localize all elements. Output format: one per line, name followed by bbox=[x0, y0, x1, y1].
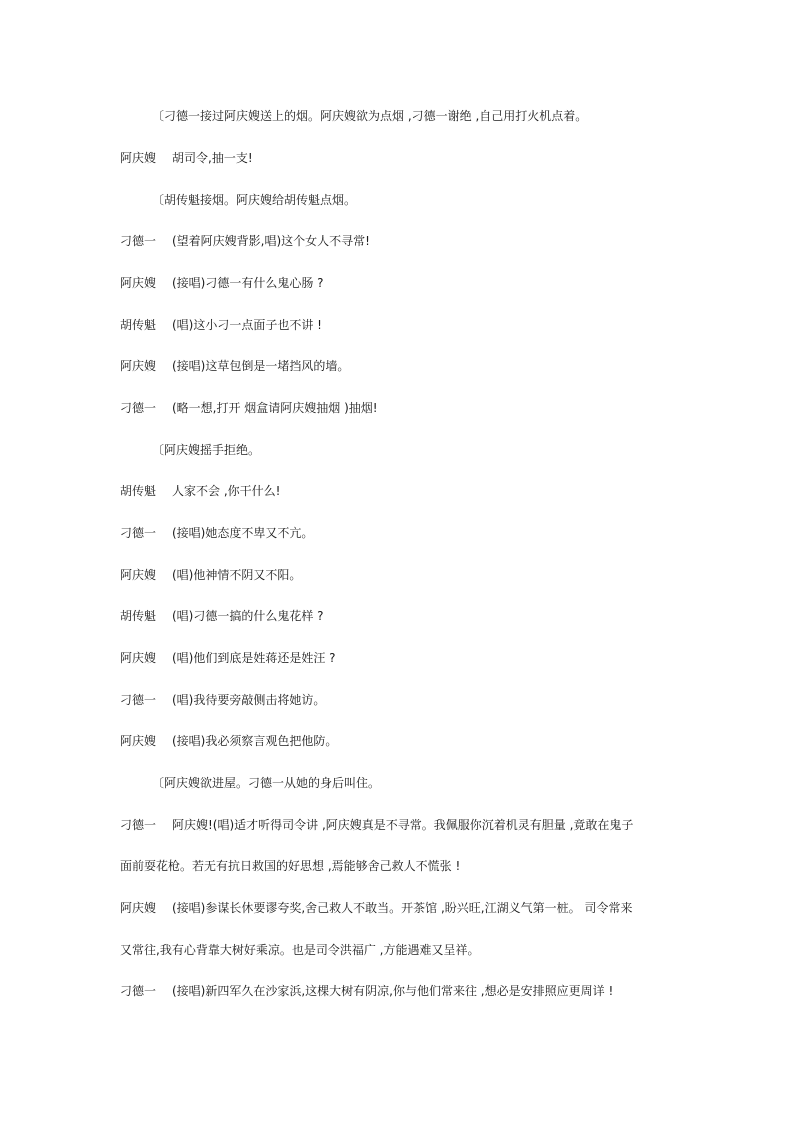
speaker-name: 阿庆嫂 bbox=[120, 359, 157, 373]
dialogue-line bbox=[120, 817, 680, 833]
dialogue-text: (望着阿庆嫂背影,唱)这个女人不寻常! bbox=[172, 234, 370, 248]
speaker-name: 刁德一 bbox=[120, 818, 157, 832]
dialogue-text: 又常往,我有心背靠大树好乘凉。也是司令洪福广 ,方能遇难又呈祥。 bbox=[120, 943, 480, 957]
dialogue-line bbox=[120, 483, 680, 499]
dialogue-line bbox=[120, 733, 680, 749]
speaker-name: 刁德一 bbox=[120, 234, 157, 248]
dialogue-line bbox=[120, 525, 680, 541]
dialogue-text: (唱)他神情不阴又不阳。 bbox=[172, 568, 302, 582]
stage-direction-text: 〔胡传魁接烟。阿庆嫂给胡传魁点烟。 bbox=[152, 193, 357, 207]
dialogue-continuation bbox=[120, 942, 680, 958]
dialogue-continuation bbox=[120, 858, 680, 874]
dialogue-text: (接唱)刁德一有什么鬼心肠 ? bbox=[172, 276, 324, 290]
dialogue-line bbox=[120, 650, 680, 666]
dialogue-text: 胡司令,抽一支! bbox=[172, 151, 253, 165]
dialogue-line bbox=[120, 692, 680, 708]
speaker-name: 阿庆嫂 bbox=[120, 151, 157, 165]
dialogue-text: (唱)刁德一搞的什么鬼花样 ? bbox=[172, 609, 324, 623]
stage-direction bbox=[152, 192, 712, 208]
speaker-name: 胡传魁 bbox=[120, 609, 157, 623]
dialogue-text: (唱)他们到底是姓蒋还是姓汪 ? bbox=[172, 651, 336, 665]
stage-direction-text: 〔阿庆嫂摇手拒绝。 bbox=[152, 443, 261, 457]
dialogue-text: (接唱)我必须察言观色把他防。 bbox=[172, 734, 338, 748]
dialogue-line bbox=[120, 233, 680, 249]
dialogue-text: 人家不会 ,你干什么! bbox=[172, 484, 281, 498]
dialogue-text: (接唱)参谋长休要谬夸奖,舍己救人不敢当。开茶馆 ,盼兴旺,江湖义气第一桩。 司令常来 bbox=[172, 901, 633, 915]
dialogue-line bbox=[120, 900, 680, 916]
dialogue-text: (接唱)她态度不卑又不亢。 bbox=[172, 526, 314, 540]
speaker-name: 阿庆嫂 bbox=[120, 901, 157, 915]
speaker-name: 刁德一 bbox=[120, 984, 157, 998]
dialogue-text: 阿庆嫂!(唱)适才听得司令讲 ,阿庆嫂真是不寻常。我佩服你沉着机灵有胆量 ,竟敢在鬼子 bbox=[172, 818, 634, 832]
dialogue-text: (接唱)这草包倒是一堵挡风的墙。 bbox=[172, 359, 350, 373]
stage-direction-text: 〔刁德一接过阿庆嫂送上的烟。阿庆嫂欲为点烟 ,刁德一谢绝 ,自己用打火机点着。 bbox=[152, 109, 588, 123]
speaker-name: 阿庆嫂 bbox=[120, 651, 157, 665]
speaker-name: 胡传魁 bbox=[120, 318, 157, 332]
dialogue-text: (略一想,打开 烟盒请阿庆嫂抽烟 )抽烟! bbox=[172, 401, 378, 415]
dialogue-text: (唱)这小刁一点面子也不讲 ! bbox=[172, 318, 322, 332]
dialogue-line bbox=[120, 358, 680, 374]
speaker-name: 阿庆嫂 bbox=[120, 568, 157, 582]
dialogue-text: (接唱)新四军久在沙家浜,这棵大树有阴凉,你与他们常来往 ,想必是安排照应更周详 ! bbox=[172, 984, 614, 998]
speaker-name: 胡传魁 bbox=[120, 484, 157, 498]
dialogue-line bbox=[120, 317, 680, 333]
speaker-name: 刁德一 bbox=[120, 693, 157, 707]
speaker-name: 阿庆嫂 bbox=[120, 734, 157, 748]
stage-direction bbox=[152, 775, 712, 791]
dialogue-line bbox=[120, 150, 680, 166]
dialogue-line bbox=[120, 275, 680, 291]
stage-direction bbox=[152, 442, 712, 458]
dialogue-line bbox=[120, 567, 680, 583]
dialogue-line bbox=[120, 400, 680, 416]
dialogue-text: 面前耍花枪。若无有抗日救国的好思想 ,焉能够舍己救人不慌张 ! bbox=[120, 859, 461, 873]
dialogue-text: (唱)我待要旁敲侧击将她访。 bbox=[172, 693, 326, 707]
speaker-name: 刁德一 bbox=[120, 526, 157, 540]
speaker-name: 刁德一 bbox=[120, 401, 157, 415]
stage-direction bbox=[152, 108, 712, 124]
dialogue-line bbox=[120, 983, 680, 999]
stage-direction-text: 〔阿庆嫂欲进屋。刁德一从她的身后叫住。 bbox=[152, 776, 381, 790]
dialogue-line bbox=[120, 608, 680, 624]
speaker-name: 阿庆嫂 bbox=[120, 276, 157, 290]
